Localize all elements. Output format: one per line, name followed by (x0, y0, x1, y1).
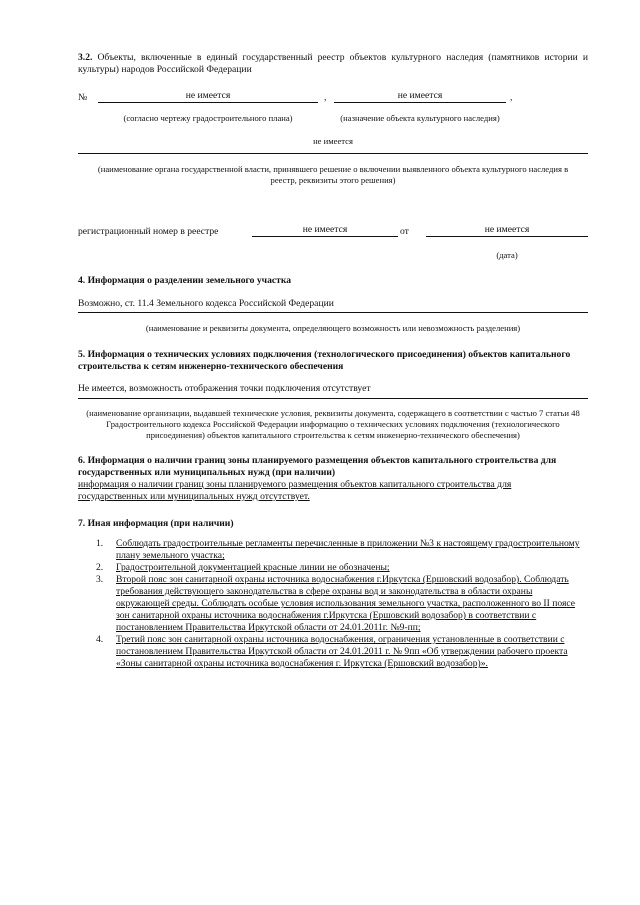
section-5-title: 5. Информация о технических условиях подключения (технологического присоединения) объектов капитального строительства к сетям инженерно-технического обеспечения (78, 349, 571, 372)
plan-number-value: не имеется (98, 90, 318, 103)
separator-comma: , (324, 92, 327, 103)
land-division-value: Возможно, ст. 11.4 Земельного кодекса Российской Федерации (78, 298, 588, 313)
list-item (78, 538, 588, 562)
separator-comma: , (510, 92, 513, 103)
section-3-2-heading (78, 52, 588, 76)
authority-value: не имеется (78, 136, 588, 154)
list-item (78, 634, 588, 670)
technical-conditions-value: Не имеется, возможность отображения точки подключения отсутствует (78, 383, 588, 399)
number-label: № (78, 92, 88, 103)
other-info-list (78, 538, 588, 670)
heritage-purpose-value: не имеется (334, 90, 506, 103)
technical-conditions-caption: (наименование организации, выдавшей технические условия, реквизиты документа, содержащего в соответствии с частью 7 статьи 48 Градостроительного кодекса Российской Федерации информацию о технических условиях подключения (технологического присоединения) объектов капитального строительства к сетям инженерно-технического обеспечения) (86, 408, 580, 440)
list-item-text: Второй пояс зон санитарной охраны источника водоснабжения г.Иркутска (Ершовский водозабор). Соблюдать требования действующего законодательства в сфере охраны вод и законодательства в области охраны окружающей среды. Соблюдать особые условия использования земельного участка, расположенного во II поясе зон санитарной охраны источника водоснабжения г.Иркутска (Ершовский водозабор) в соответствии с постановлением Правительства Иркутской области от 24.01.2011г. №9-пп; (116, 574, 576, 633)
planned-zone-value: информация о наличии границ зоны планируемого размещения объектов капитального строительства для государственных или муниципальных нужд отсутствует. (78, 479, 512, 502)
list-item (78, 562, 588, 574)
list-item-number: 1. (96, 538, 104, 549)
list-item-number: 3. (96, 574, 104, 585)
registry-date-value: не имеется (426, 224, 588, 237)
section-3-2-title: Объекты, включенные в единый государственный реестр объектов культурного наследия (памятников истории и культуры) народов Российской Федерации (78, 52, 588, 75)
list-item-text: Соблюдать градостроительные регламенты перечисленные в приложении №3 к настоящему градостроительному плану земельного участка; (116, 538, 580, 561)
registry-date-caption: (дата) (496, 250, 518, 260)
land-division-caption: (наименование и реквизиты документа, определяющего возможность или невозможность разделения) (145, 323, 521, 333)
list-item-text: Градостроительной документацией красные линии не обозначены; (116, 562, 390, 573)
authority-caption: (наименование органа государственной власти, принявшего решение о включении выявленного объекта культурного наследия в реестр, реквизиты этого решения) (97, 164, 569, 185)
registry-number-value: не имеется (252, 224, 398, 237)
section-7-title: 7. Иная информация (при наличии) (78, 518, 234, 529)
list-item-number: 2. (96, 562, 104, 573)
section-3-2-number: 3.2. (78, 52, 93, 63)
heritage-purpose-caption: (назначение объекта культурного наследия) (340, 113, 500, 123)
section-6-title: 6. Информация о наличии границ зоны планируемого размещения объектов капитального строительства для государственных или муниципальных нужд (при наличии) (78, 455, 557, 478)
list-item (78, 574, 588, 634)
section-4-title: 4. Информация о разделении земельного участка (78, 275, 292, 286)
list-item-text: Третий пояс зон санитарной охраны источника водоснабжения, ограничения установленные в соответствии с постановлением Правительства Иркутской области от 24.01.2011 г. № 9пп «Об утверждении рабочего проекта «Зоны санитарной охраны источника водоснабжения г. Иркутска (Ершовский водозабор)». (116, 634, 568, 669)
list-item-number: 4. (96, 634, 104, 645)
registry-from-label: от (400, 226, 409, 237)
plan-number-caption: (согласно чертежу градостроительного плана) (123, 113, 293, 123)
registry-number-label: регистрационный номер в реестре (78, 226, 219, 237)
